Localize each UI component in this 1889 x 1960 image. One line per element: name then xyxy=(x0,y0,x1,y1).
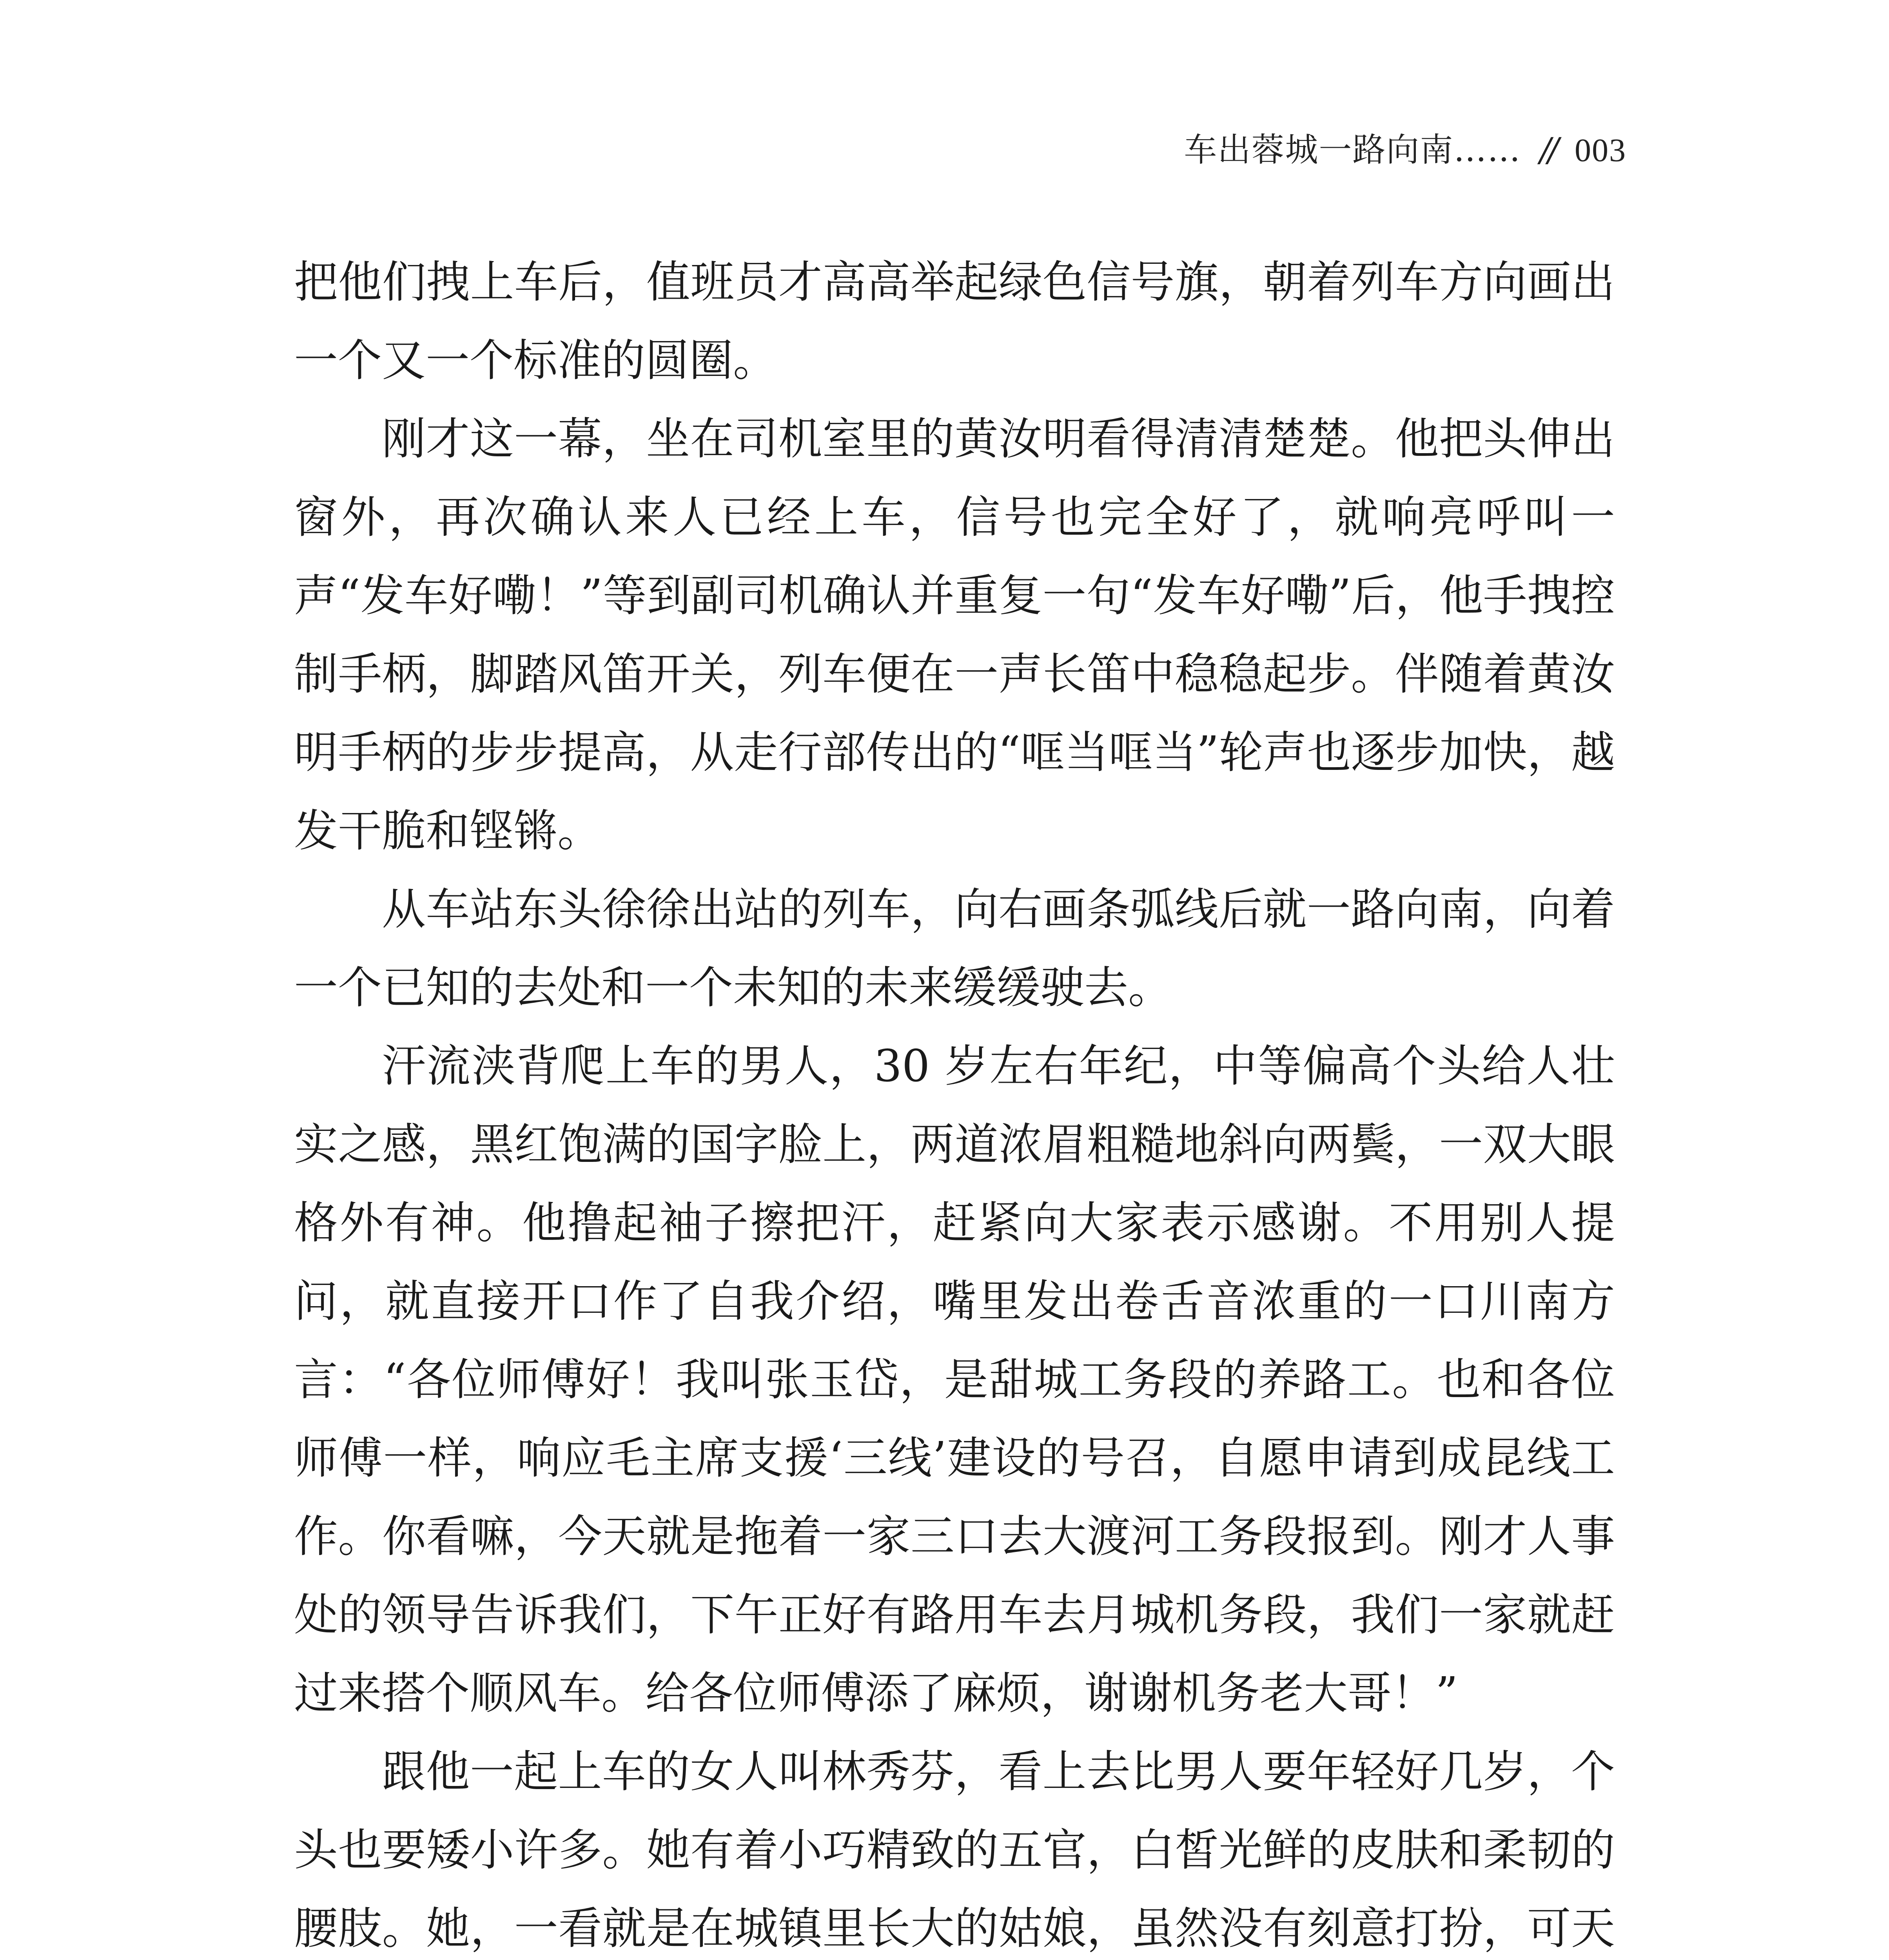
page-number: 003 xyxy=(1575,132,1626,169)
chapter-title: 车出蓉城一路向南…… xyxy=(1184,131,1521,169)
paragraph-4: 汗流浃背爬上车的男人，30 岁左右年纪，中等偏高个头给人壮实之感，黑红饱满的国字脸上，两道浓眉粗糙地斜向两鬓，一双大眼格外有神。他撸起袖子擦把汗，赶紧向大家表示感谢。不用别人提问，就直接开口作了自我介绍，嘴里发出卷舌音浓重的一口川南方言：“各位师傅好！我叫张玉岱，是甜城工务段的养路工。也和各位师傅一样，响应毛主席支援‘三线’建设的号召，自愿申请到成昆线工作。你看嘛，今天就是拖着一家三口去大渡河工务段报到。刚才人事处的领导告诉我们，下午正好有路用车去月城机务段，我们一家就赶过来搭个顺风车。给各位师傅添了麻烦，谢谢机务老大哥！” xyxy=(294,1041,1615,1719)
paragraph-2: 刚才这一幕，坐在司机室里的黄汝明看得清清楚楚。他把头伸出窗外，再次确认来人已经上车，信号也完全好了，就响亮呼叫一声“发车好嘞！”等到副司机确认并重复一句“发车好嘞”后，他手拽控制手柄，脚踏风笛开关，列车便在一声长笛中稳稳起步。伴随着黄汝明手柄的步步提高，从走行部传出的“哐当哐当”轮声也逐步加快，越发干脆和铿锵。 xyxy=(294,414,1615,857)
running-header xyxy=(1184,133,1626,167)
body-text xyxy=(294,243,1615,1960)
header-separator: // xyxy=(1540,131,1556,169)
paragraph-5: 跟他一起上车的女人叫林秀芬，看上去比男人要年轻好几岁，个头也要矮小许多。她有着小巧精致的五官，白皙光鲜的皮肤和柔韧的腰肢。她，一看就是在城镇里长大的姑娘，虽然没有刻意打扮，可天 xyxy=(294,1746,1615,1954)
paragraph-3: 从车站东头徐徐出站的列车，向右画条弧线后就一路向南，向着一个已知的去处和一个未知的未来缓缓驶去。 xyxy=(294,884,1615,1013)
paragraph-1: 把他们拽上车后，值班员才高高举起绿色信号旗，朝着列车方向画出一个又一个标准的圆圈。 xyxy=(294,257,1615,386)
